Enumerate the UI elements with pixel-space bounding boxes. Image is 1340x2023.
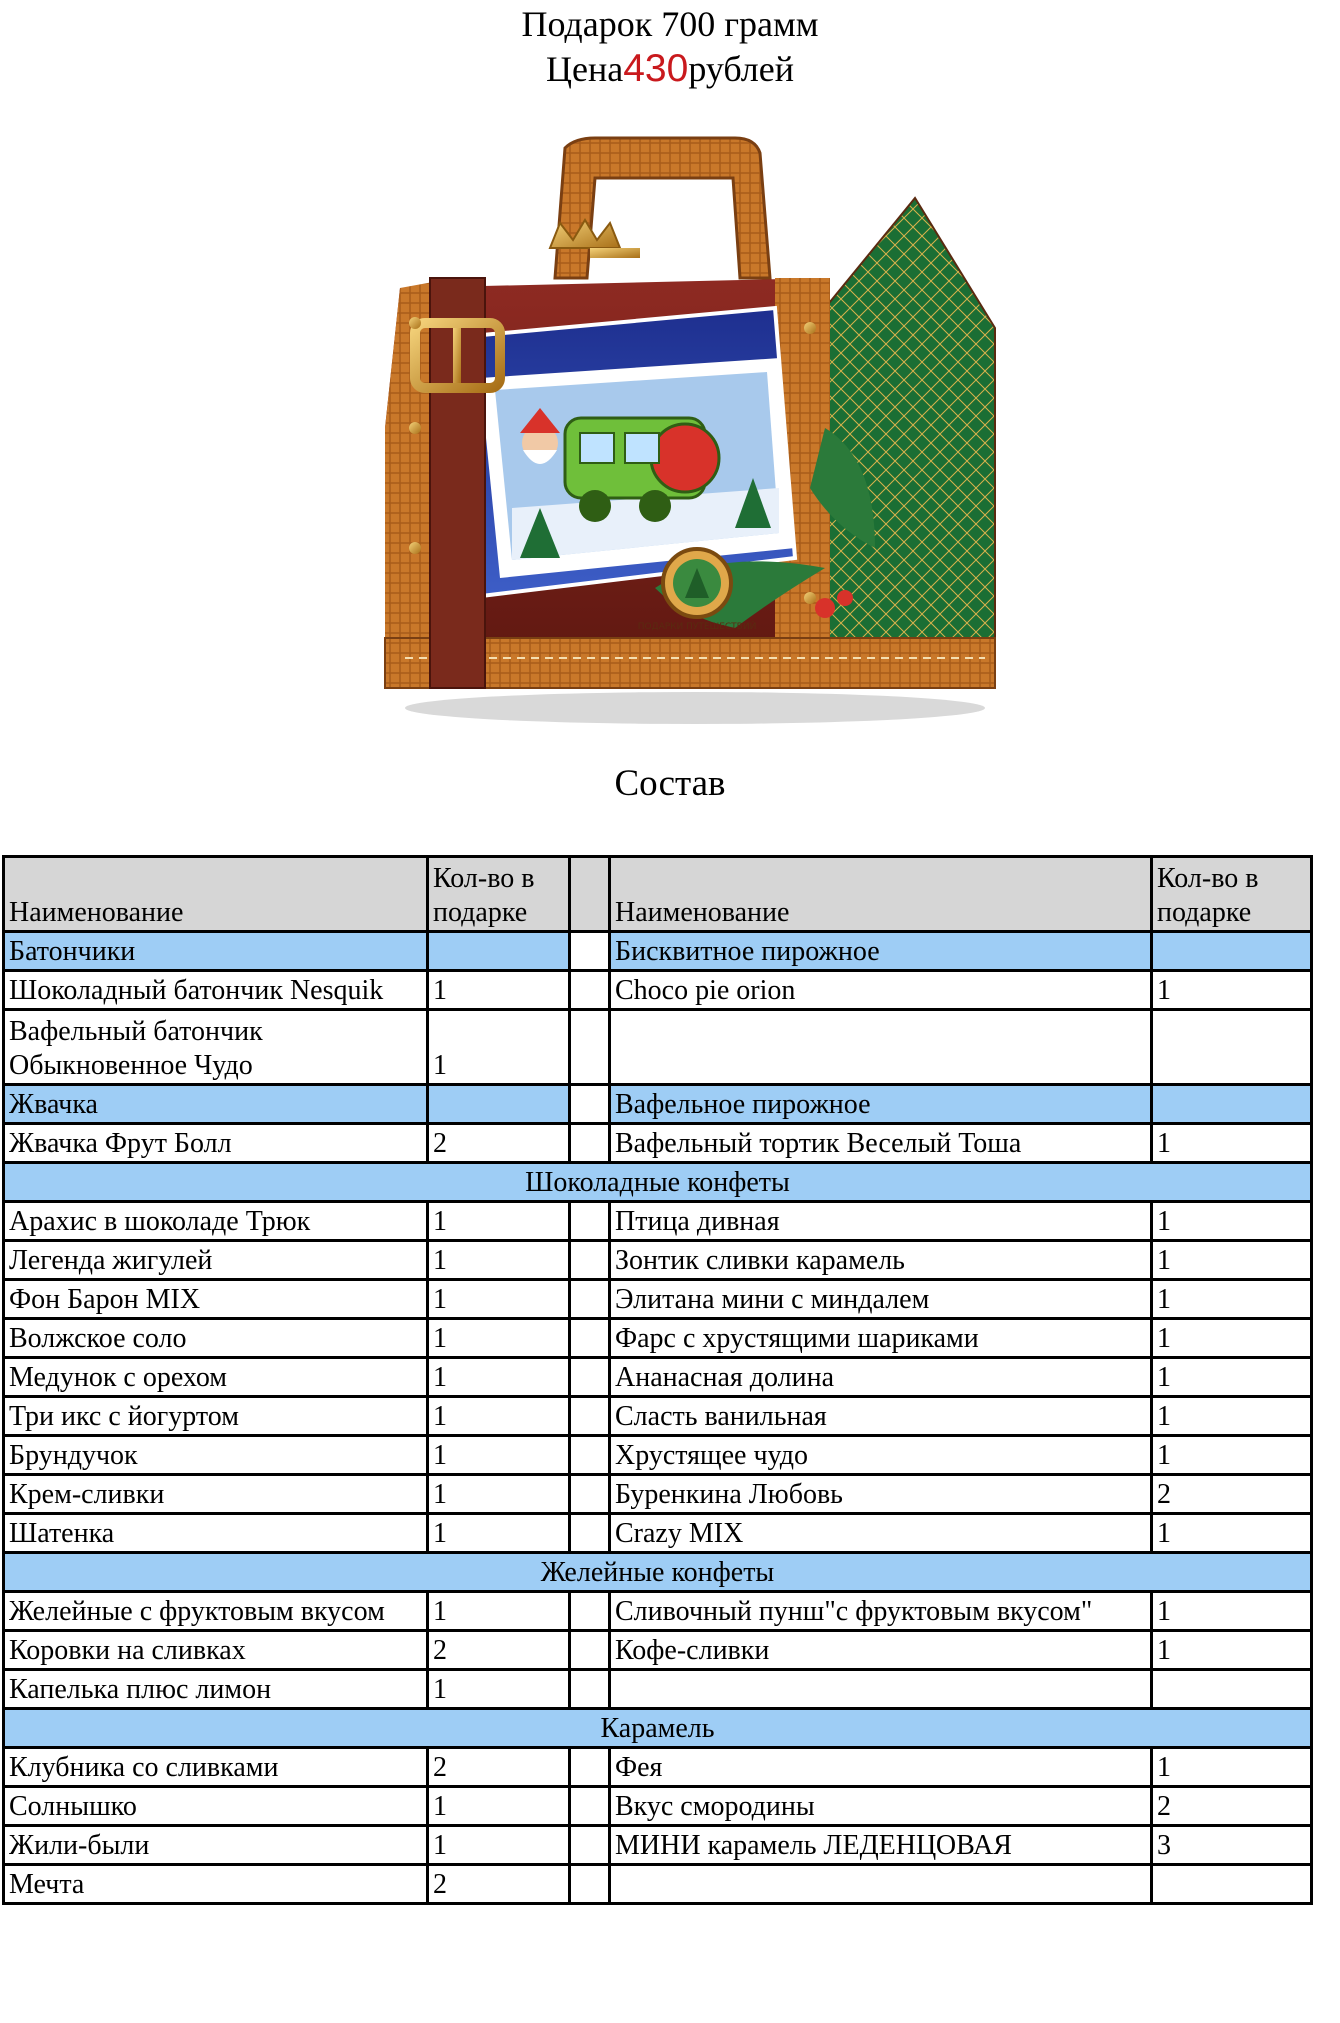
item-qty: 2	[428, 1124, 570, 1163]
gap-cell	[570, 1319, 610, 1358]
qty-cell	[1152, 932, 1312, 971]
table-row	[4, 971, 1312, 1010]
item-name: Легенда жигулей	[4, 1241, 428, 1280]
item-qty: 1	[428, 1319, 570, 1358]
table-header-row	[4, 857, 1312, 932]
item-qty	[1152, 1865, 1312, 1904]
item-qty: 1	[428, 1436, 570, 1475]
item-name: Crazy MIX	[610, 1514, 1152, 1553]
item-qty: 1	[428, 1826, 570, 1865]
item-qty: 1	[428, 1670, 570, 1709]
item-name: Буренкина Любовь	[610, 1475, 1152, 1514]
item-qty: 1	[428, 1358, 570, 1397]
table-row	[4, 1124, 1312, 1163]
section-heading: Состав	[614, 763, 726, 804]
table-row	[4, 1670, 1312, 1709]
gap-cell	[570, 1436, 610, 1475]
item-qty: 1	[428, 1787, 570, 1826]
item-qty: 1	[1152, 971, 1312, 1010]
gap-cell	[570, 1280, 610, 1319]
item-qty: 1	[1152, 1280, 1312, 1319]
item-name: Choco pie orion	[610, 971, 1152, 1010]
section-title: Карамель	[4, 1709, 1312, 1748]
category-row	[4, 932, 1312, 971]
item-qty: 1	[1152, 1748, 1312, 1787]
table-row	[4, 1748, 1312, 1787]
section-row	[4, 1709, 1312, 1748]
item-qty: 1	[428, 1397, 570, 1436]
gap-cell	[570, 857, 610, 932]
gap-cell	[570, 1592, 610, 1631]
table-row	[4, 1514, 1312, 1553]
item-name: Вафельный батончик Обыкновенное Чудо	[4, 1010, 428, 1085]
item-name: Фон Барон MIX	[4, 1280, 428, 1319]
table-row	[4, 1631, 1312, 1670]
item-name: Вкус смородины	[610, 1787, 1152, 1826]
item-qty: 1	[1152, 1124, 1312, 1163]
gap-cell	[570, 1202, 610, 1241]
item-qty: 1	[1152, 1397, 1312, 1436]
gap-cell	[570, 1787, 610, 1826]
qty-cell	[1152, 1085, 1312, 1124]
item-name: Клубника со сливками	[4, 1748, 428, 1787]
item-name: Хрустящее чудо	[610, 1436, 1152, 1475]
category-name: Бисквитное пирожное	[610, 932, 1152, 971]
gap-cell	[570, 1514, 610, 1553]
item-name: Шатенка	[4, 1514, 428, 1553]
item-qty: 1	[1152, 1202, 1312, 1241]
item-name: Брундучок	[4, 1436, 428, 1475]
gap-cell	[570, 1085, 610, 1124]
item-qty: 1	[428, 1475, 570, 1514]
contents-table	[2, 855, 1313, 1905]
item-name: Сласть ванильная	[610, 1397, 1152, 1436]
column-header-name: Наименование	[610, 857, 1152, 932]
item-qty: 2	[1152, 1787, 1312, 1826]
table-row	[4, 1280, 1312, 1319]
item-qty: 1	[428, 1514, 570, 1553]
table-row	[4, 1319, 1312, 1358]
table-row	[4, 1475, 1312, 1514]
item-name: Птица дивная	[610, 1202, 1152, 1241]
item-qty: 1	[428, 1202, 570, 1241]
category-name: Батончики	[4, 932, 428, 971]
item-qty: 2	[428, 1865, 570, 1904]
item-qty	[1152, 1010, 1312, 1085]
item-name: Фарс с хрустящими шариками	[610, 1319, 1152, 1358]
item-name: Капелька плюс лимон	[4, 1670, 428, 1709]
item-name	[610, 1670, 1152, 1709]
item-qty: 1	[1152, 1514, 1312, 1553]
table-row	[4, 1397, 1312, 1436]
item-qty: 2	[1152, 1475, 1312, 1514]
item-name: Жили-были	[4, 1826, 428, 1865]
price-line	[0, 47, 1340, 91]
item-name: Элитана мини с миндалем	[610, 1280, 1152, 1319]
item-qty: 1	[1152, 1592, 1312, 1631]
table-row	[4, 1865, 1312, 1904]
section-title: Желейные конфеты	[4, 1553, 1312, 1592]
gap-cell	[570, 1631, 610, 1670]
item-name: Ананасная долина	[610, 1358, 1152, 1397]
item-name: Кофе-сливки	[610, 1631, 1152, 1670]
price-value: 430	[623, 47, 689, 90]
item-qty: 1	[1152, 1631, 1312, 1670]
item-name: Медунок с орехом	[4, 1358, 428, 1397]
item-name: Зонтик сливки карамель	[610, 1241, 1152, 1280]
column-header-qty: Кол-во в подарке	[428, 857, 570, 932]
gap-cell	[570, 1358, 610, 1397]
item-name	[610, 1865, 1152, 1904]
table-row	[4, 1592, 1312, 1631]
item-name: Коровки на сливках	[4, 1631, 428, 1670]
gap-cell	[570, 1670, 610, 1709]
item-name: Волжское соло	[4, 1319, 428, 1358]
item-name: МИНИ карамель ЛЕДЕНЦОВАЯ	[610, 1826, 1152, 1865]
section-row	[4, 1163, 1312, 1202]
handle	[555, 138, 770, 278]
gap-cell	[570, 1826, 610, 1865]
item-name: Три икс с йогуртом	[4, 1397, 428, 1436]
category-name: Вафельное пирожное	[610, 1085, 1152, 1124]
item-name: Желейные с фруктовым вкусом	[4, 1592, 428, 1631]
gap-cell	[570, 971, 610, 1010]
item-name: Крем-сливки	[4, 1475, 428, 1514]
gap-cell	[570, 1865, 610, 1904]
item-qty: 3	[1152, 1826, 1312, 1865]
item-name: Вафельный тортик Веселый Тоша	[610, 1124, 1152, 1163]
gap-cell	[570, 932, 610, 971]
category-name: Жвачка	[4, 1085, 428, 1124]
price-suffix: рублей	[688, 49, 794, 89]
gap-cell	[570, 1397, 610, 1436]
item-name: Арахис в шоколаде Трюк	[4, 1202, 428, 1241]
category-row	[4, 1085, 1312, 1124]
item-qty: 2	[428, 1748, 570, 1787]
price-prefix: Цена	[546, 49, 624, 89]
table-row	[4, 1787, 1312, 1826]
section-row	[4, 1553, 1312, 1592]
item-name	[610, 1010, 1152, 1085]
item-qty: 1	[428, 1280, 570, 1319]
column-header-name: Наименование	[4, 857, 428, 932]
item-name: Жвачка Фрут Болл	[4, 1124, 428, 1163]
qty-cell	[428, 932, 570, 971]
gap-cell	[570, 1010, 610, 1085]
qty-cell	[428, 1085, 570, 1124]
page-title: Подарок 700 грамм	[521, 4, 819, 44]
table-row	[4, 1436, 1312, 1475]
table-row	[4, 1241, 1312, 1280]
gap-cell	[570, 1124, 610, 1163]
item-qty: 1	[428, 1010, 570, 1085]
item-qty: 1	[1152, 1319, 1312, 1358]
item-qty: 1	[428, 1241, 570, 1280]
badge-text: ПОДАРКИ ПУТЕШЕСТВИЙ	[637, 622, 757, 632]
item-name: Солнышко	[4, 1787, 428, 1826]
item-name: Мечта	[4, 1865, 428, 1904]
item-qty: 1	[1152, 1358, 1312, 1397]
gap-cell	[570, 1241, 610, 1280]
item-name: Фея	[610, 1748, 1152, 1787]
item-qty: 1	[428, 971, 570, 1010]
table-row	[4, 1358, 1312, 1397]
item-qty: 1	[1152, 1241, 1312, 1280]
section-title: Шоколадные конфеты	[4, 1163, 1312, 1202]
item-qty: 1	[1152, 1436, 1312, 1475]
gift-box-image	[355, 128, 1003, 728]
gap-cell	[570, 1475, 610, 1514]
table-row	[4, 1202, 1312, 1241]
table-row	[4, 1826, 1312, 1865]
gap-cell	[570, 1748, 610, 1787]
item-qty: 2	[428, 1631, 570, 1670]
item-qty	[1152, 1670, 1312, 1709]
item-qty: 1	[428, 1592, 570, 1631]
table-row	[4, 1010, 1312, 1085]
column-header-qty: Кол-во в подарке	[1152, 857, 1312, 932]
item-name: Шоколадный батончик Nesquik	[4, 971, 428, 1010]
item-name: Сливочный пунш"с фруктовым вкусом"	[610, 1592, 1152, 1631]
